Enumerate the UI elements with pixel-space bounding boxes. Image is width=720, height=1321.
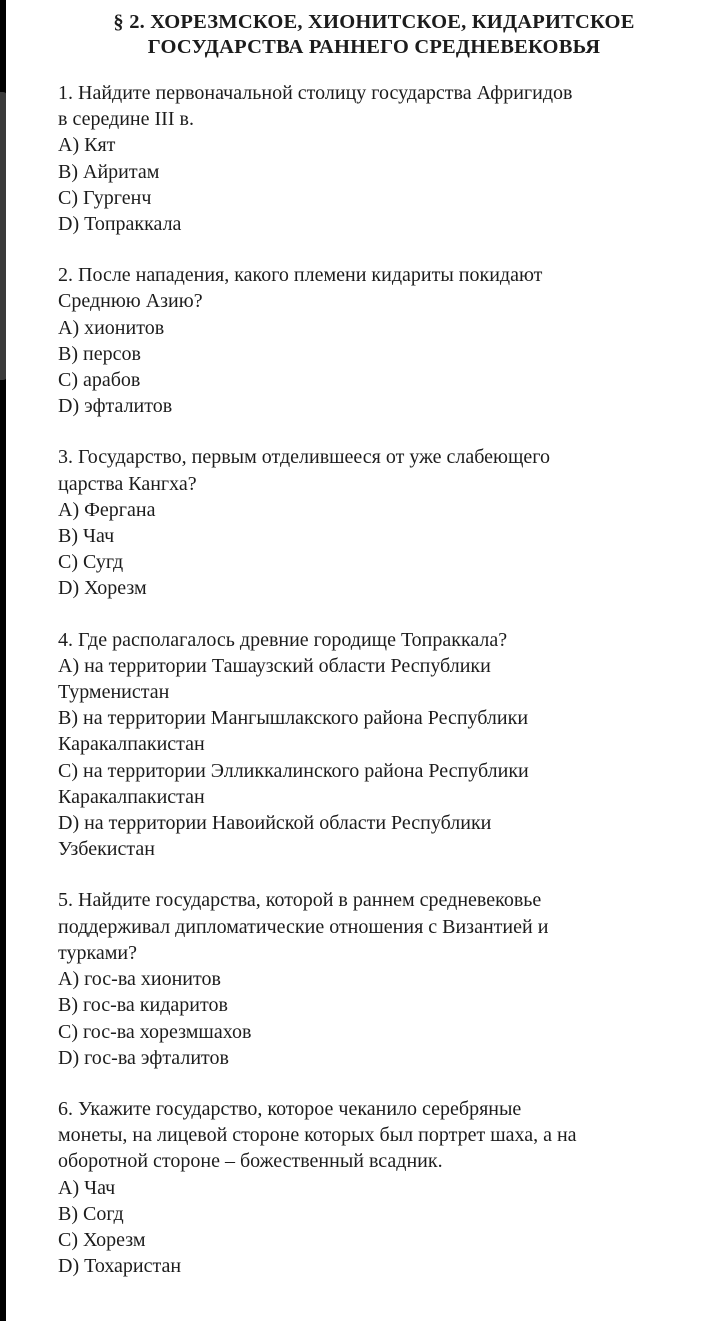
- answer-option: B) на территории Мангышлакского района Республики: [58, 707, 529, 730]
- question-line: царства Кангха?: [58, 472, 197, 495]
- answer-option: A) Фергана: [58, 498, 156, 521]
- question-text: [58, 627, 690, 653]
- answer-option: D) Тохаристан: [58, 1255, 182, 1278]
- question-5: [58, 887, 690, 1070]
- question-2: [58, 262, 690, 419]
- question-1: [58, 80, 690, 237]
- answer-option: C) Хорезм: [58, 1228, 146, 1251]
- answer-option: A) на территории Ташаузский области Республики: [58, 654, 491, 677]
- question-6: [58, 1096, 690, 1279]
- answer-option-continuation: Турменистан: [58, 681, 170, 704]
- question-line: 5. Найдите государства, которой в раннем средневековье: [58, 889, 542, 912]
- answer-option: B) гос-ва кидаритов: [58, 994, 228, 1017]
- answer-option-continuation: Каракалпакистан: [58, 785, 205, 808]
- answer-option: D) на территории Навоийской области Республики: [58, 812, 492, 835]
- question-line: 1. Найдите первоначальной столицу государства Афригидов: [58, 82, 573, 104]
- question-line: 6. Укажите государство, которое чеканило серебряные: [58, 1097, 522, 1120]
- answer-option: C) на территории Элликкалинского района Республики: [58, 759, 529, 782]
- question-text: [58, 80, 690, 132]
- question-line: 4. Где располагалось древние городище Топраккала?: [58, 628, 508, 651]
- question-line: оборотной стороне – божественный всадник.: [58, 1150, 443, 1173]
- document-page: [6, 0, 720, 1321]
- answer-option: A) Кят: [58, 134, 116, 157]
- answer-option: A) Чач: [58, 1176, 116, 1199]
- answer-option: B) персов: [58, 342, 141, 365]
- question-line: 2. После нападения, какого племени кидариты покидают: [58, 264, 543, 287]
- question-3: [58, 444, 690, 601]
- question-line: турками?: [58, 941, 138, 964]
- answer-option-continuation: Узбекистан: [58, 838, 155, 861]
- answer-option: D) эфталитов: [58, 395, 173, 418]
- answer-option: C) гос-ва хорезмшахов: [58, 1020, 252, 1043]
- answer-option-continuation: Каракалпакистан: [58, 733, 205, 756]
- question-line: Среднюю Азию?: [58, 290, 203, 313]
- question-4: [58, 627, 690, 863]
- page-title: [58, 10, 690, 60]
- question-text: [58, 444, 690, 496]
- answer-option: A) хионитов: [58, 316, 165, 339]
- question-text: [58, 887, 690, 966]
- title-line-1: § 2. ХОРЕЗМСКОЕ, ХИОНИТСКОЕ, КИДАРИТСКОЕ: [113, 11, 635, 33]
- question-line: поддерживал дипломатические отношения с Византией и: [58, 915, 549, 938]
- answer-option: C) Сугд: [58, 551, 124, 574]
- answer-option: D) гос-ва эфталитов: [58, 1046, 229, 1069]
- question-line: 3. Государство, первым отделившееся от уже слабеющего: [58, 446, 550, 469]
- answer-option: D) Топраккала: [58, 213, 182, 236]
- answer-option: C) арабов: [58, 369, 141, 392]
- question-line: монеты, на лицевой стороне которых был портрет шаха, а на: [58, 1124, 577, 1147]
- answer-option: C) Гургенч: [58, 186, 152, 209]
- answer-option: A) гос-ва хионитов: [58, 968, 221, 991]
- answer-option: B) Согд: [58, 1202, 124, 1225]
- answer-option: B) Айритам: [58, 160, 160, 183]
- question-line: в середине III в.: [58, 108, 194, 131]
- title-line-2: ГОСУДАРСТВА РАННЕГО СРЕДНЕВЕКОВЬЯ: [147, 36, 601, 58]
- question-text: [58, 1096, 690, 1175]
- answer-option: D) Хорезм: [58, 577, 147, 600]
- answer-option: B) Чач: [58, 525, 115, 548]
- question-text: [58, 262, 690, 314]
